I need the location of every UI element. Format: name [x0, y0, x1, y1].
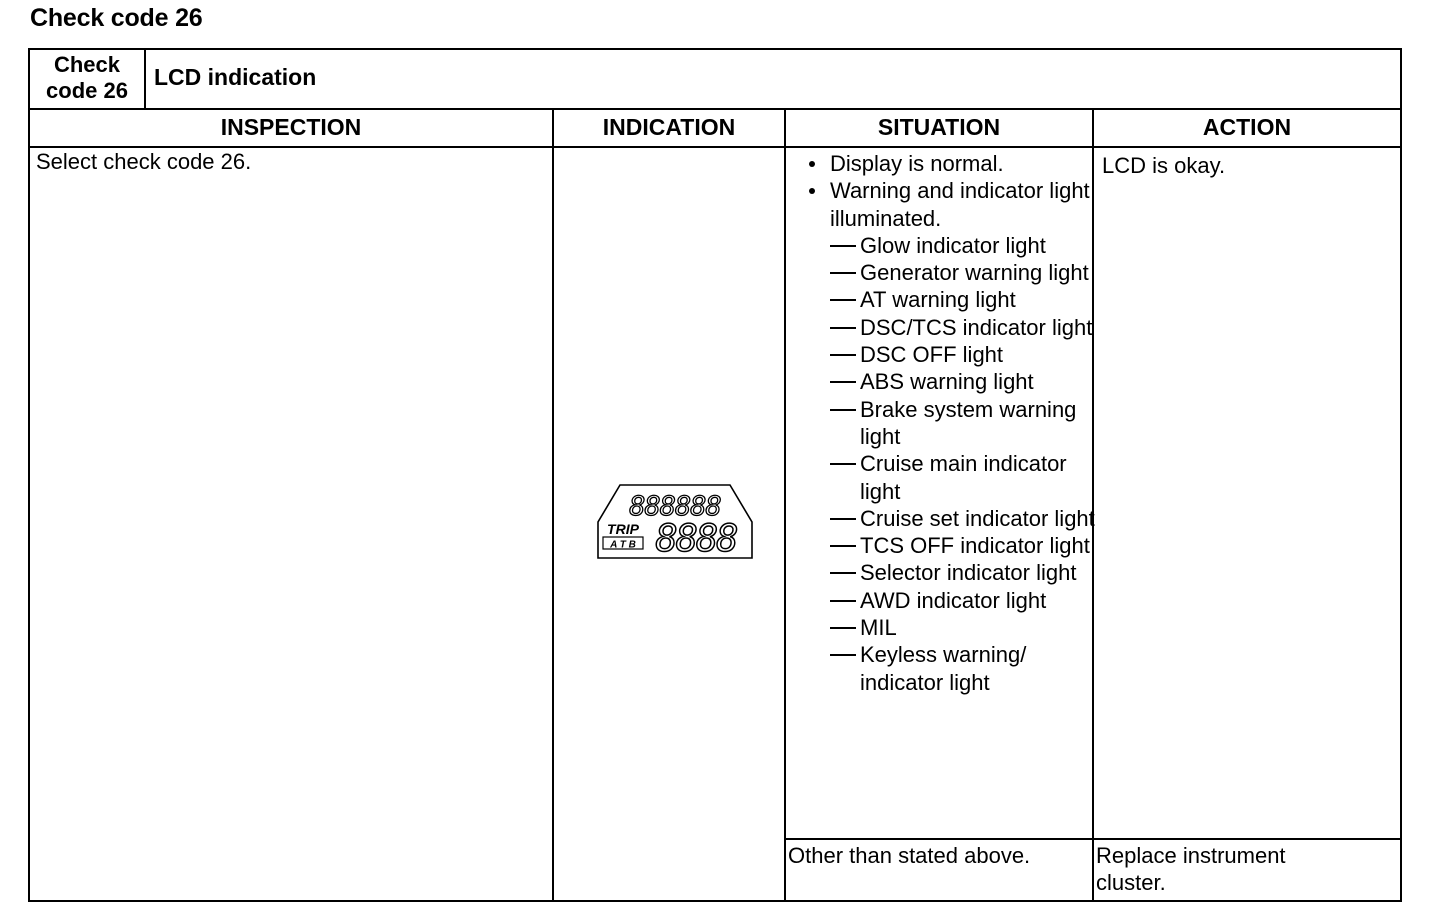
check-code-label-line1: Check: [53, 52, 121, 77]
situation-list: [800, 150, 1100, 696]
lcd-trip-label: TRIP: [607, 521, 639, 537]
light-item: Brake system warning light: [800, 396, 1100, 451]
lcd-indication: [596, 484, 754, 560]
light-item: Keyless warning/ indicator light: [800, 641, 1100, 696]
light-item: Cruise set indicator light: [800, 505, 1100, 532]
check-code-header: [28, 48, 1402, 110]
situation-bullet: Warning and indicator light illuminated.: [800, 177, 1100, 232]
column-header-inspection: INSPECTION: [220, 114, 362, 140]
action-normal: LCD is okay.: [1102, 153, 1226, 178]
light-item: DSC OFF light: [800, 341, 1100, 368]
lcd-ab-label: A T B: [610, 539, 636, 551]
light-item: AWD indicator light: [800, 587, 1100, 614]
check-code-label-line2: code 26: [46, 78, 128, 103]
inspection-table: [28, 110, 1402, 902]
light-item: Cruise main indicator light: [800, 450, 1100, 505]
lcd-display-icon: [596, 484, 754, 560]
lcd-top-digits: 888888: [629, 491, 721, 522]
inspection-text: Select check code 26.: [36, 149, 252, 174]
action-other: Replace instrument cluster.: [1096, 843, 1286, 895]
light-item: MIL: [800, 614, 1100, 641]
check-code-cell: [30, 50, 146, 108]
light-item: Selector indicator light: [800, 559, 1100, 586]
situation-bullet: Display is normal.: [800, 150, 1100, 177]
situation-other: Other than stated above.: [788, 843, 1031, 868]
light-item: TCS OFF indicator light: [800, 532, 1100, 559]
column-divider: [552, 110, 554, 900]
light-item: ABS warning light: [800, 368, 1100, 395]
column-divider: [784, 110, 786, 900]
page-title: Check code 26: [30, 4, 203, 32]
header-title: LCD indication: [154, 64, 317, 90]
light-item: Glow indicator light: [800, 232, 1100, 259]
lcd-bottom-digits: 8888: [655, 517, 737, 560]
column-header-situation: SITUATION: [877, 114, 1001, 140]
row-divider: [784, 838, 1400, 840]
column-header-indication: INDICATION: [602, 114, 736, 140]
light-item: Generator warning light: [800, 259, 1100, 286]
light-item: AT warning light: [800, 286, 1100, 313]
column-header-action: ACTION: [1202, 114, 1292, 140]
light-item: DSC/TCS indicator light: [800, 314, 1100, 341]
